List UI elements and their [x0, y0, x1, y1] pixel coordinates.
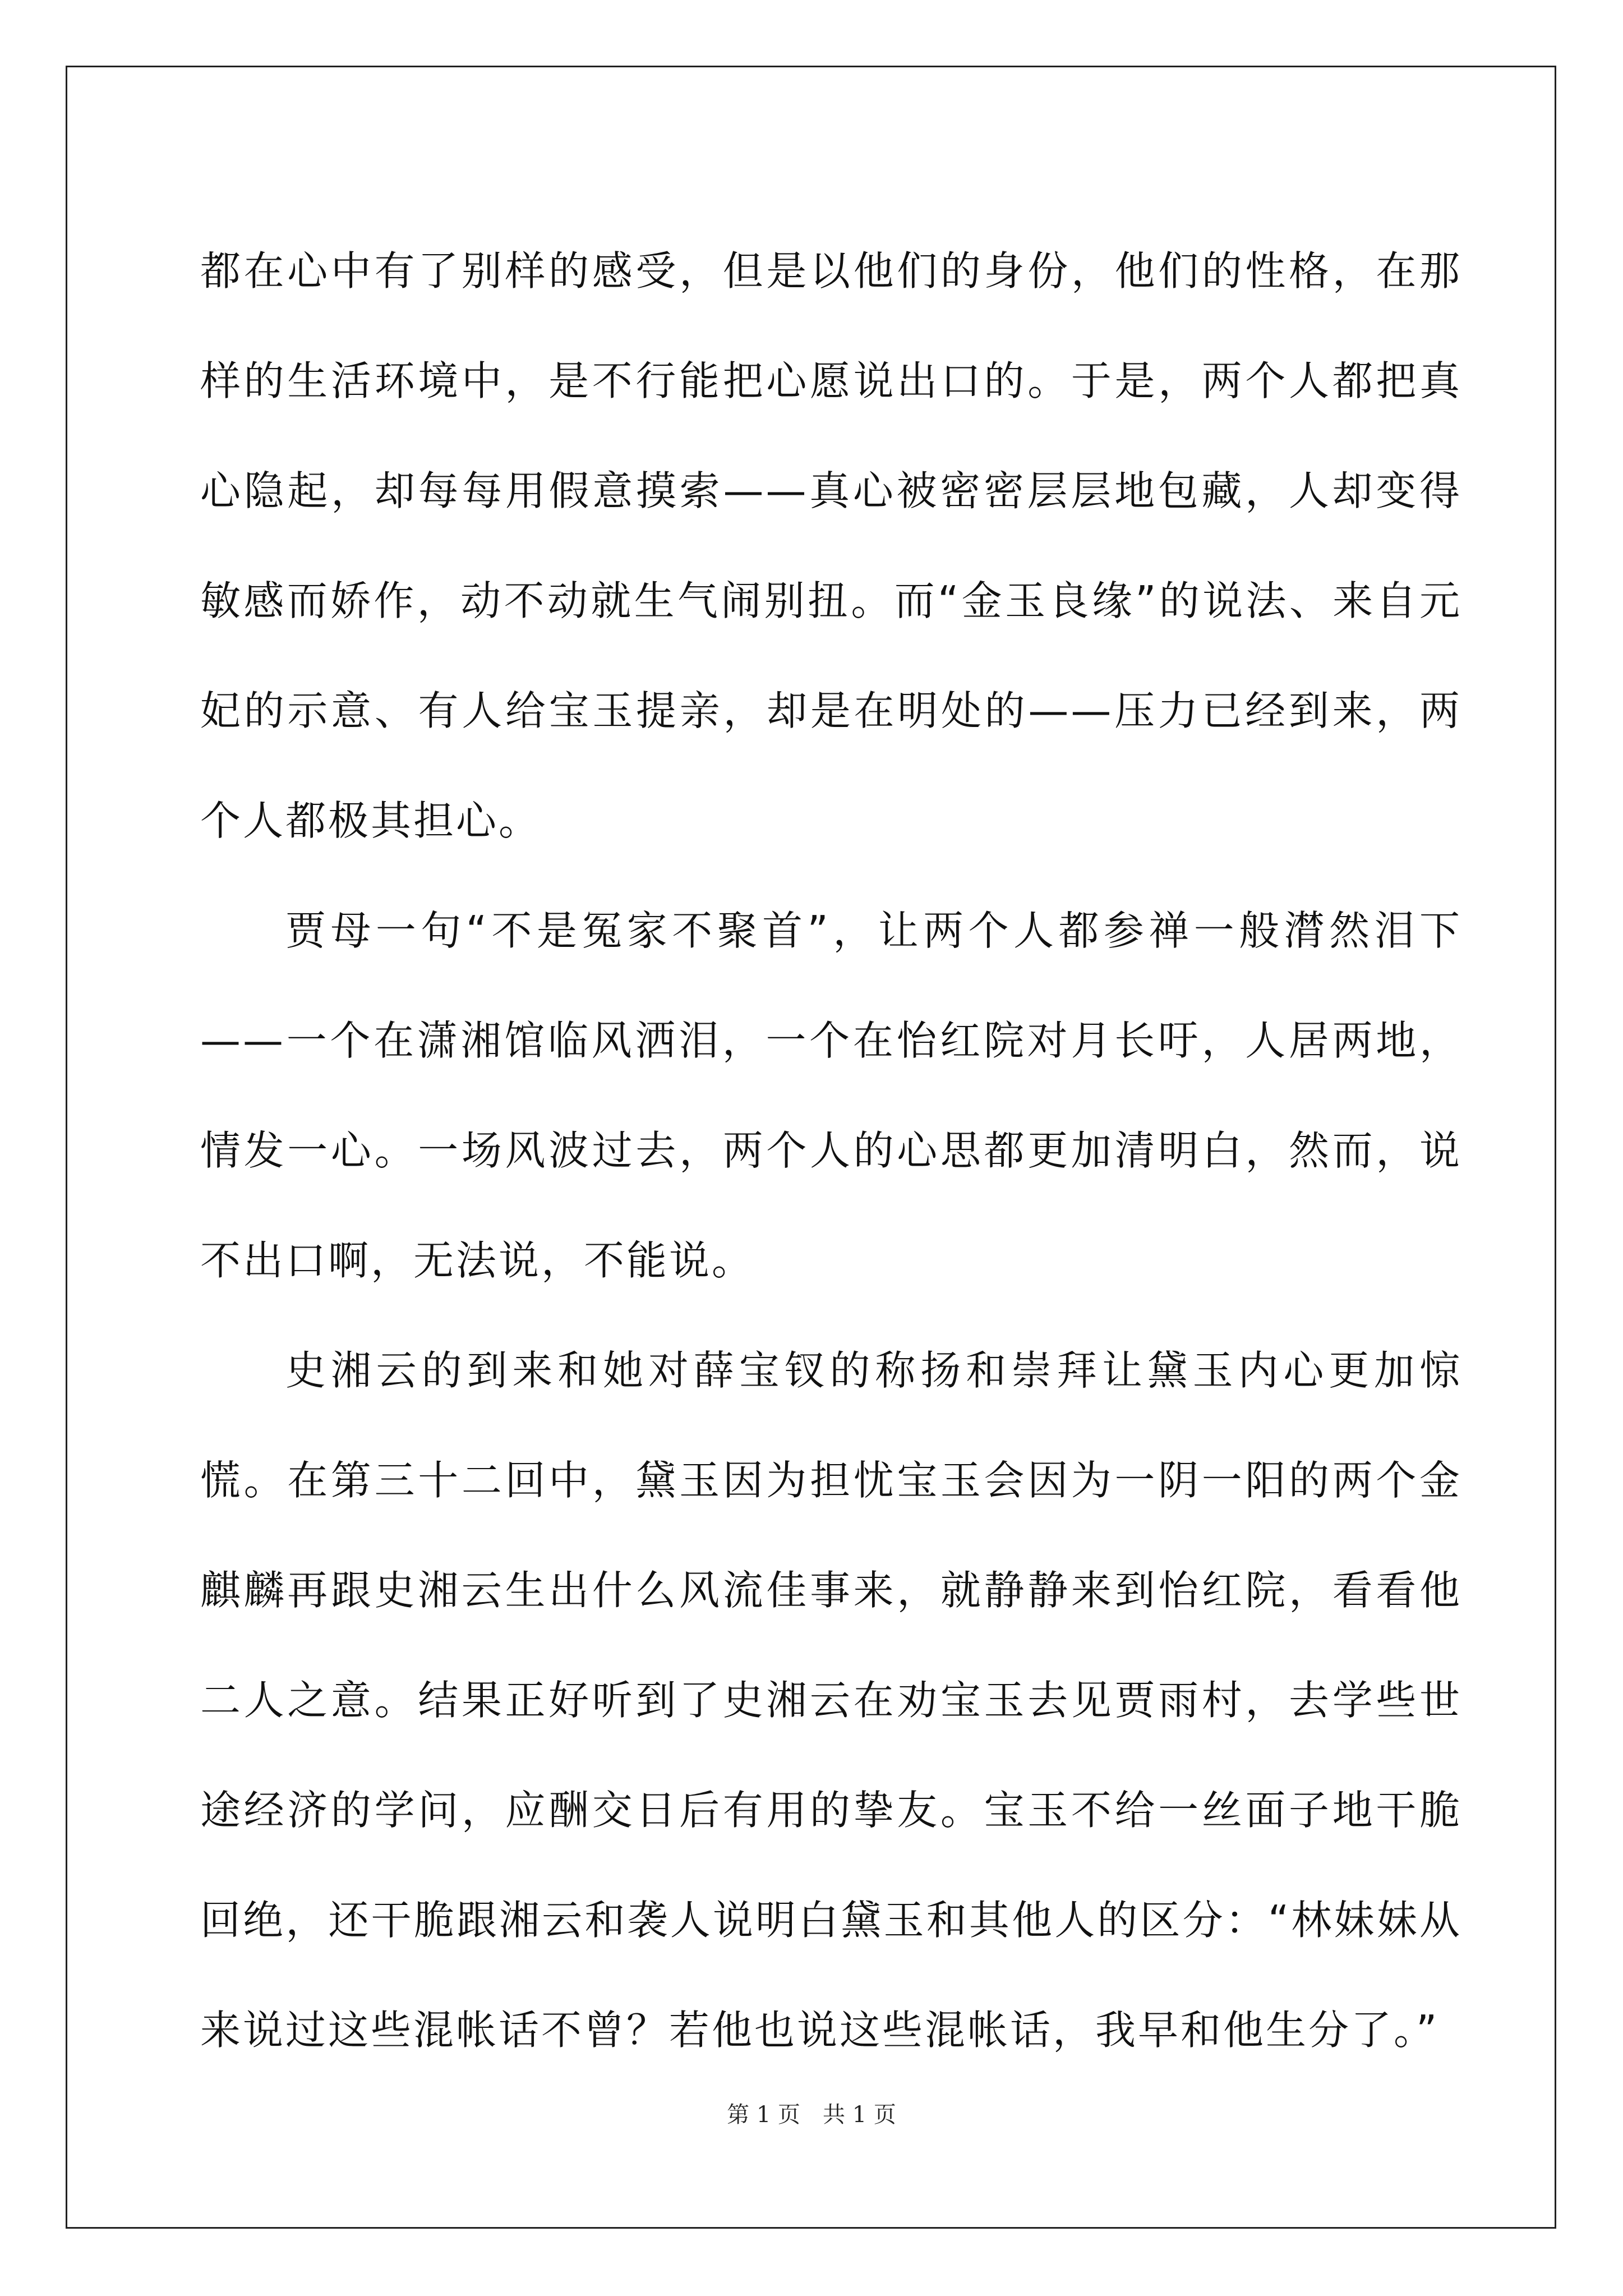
document-body: [200, 216, 1462, 2085]
page-number-footer: 第 1 页 共 1 页: [727, 2102, 896, 2128]
paragraph-1: 都在心中有了别样的感受，但是以他们的身份，他们的性格，在那样的生活环境中，是不行能把心愿说出口的。于是，两个人都把真心隐起，却每每用假意摸索——真心被密密层层地包藏，人却变得敏感而娇作，动不动就生气闹别扭。而“金玉良缘”的说法、来自元妃的示意、有人给宝玉提亲，却是在明处的——压力已经到来，两个人都极其担心。: [200, 247, 1462, 844]
paragraph-2: 贾母一句“不是冤家不聚首”，让两个人都参禅一般潸然泪下——一个在潇湘馆临风洒泪，一个在怡红院对月长吁，人居两地，情发一心。一场风波过去，两个人的心思都更加清明白，然而，说不出口啊，无法说，不能说。: [200, 907, 1462, 1284]
paragraph-3: 史湘云的到来和她对薛宝钗的称扬和崇拜让黛玉内心更加惊慌。在第三十二回中，黛玉因为担忧宝玉会因为一阴一阳的两个金麒麟再跟史湘云生出什么风流佳事来，就静静来到怡红院，看看他二人之意。结果正好听到了史湘云在劝宝玉去见贾雨村，去学些世途经济的学问，应酬交日后有用的挚友。宝玉不给一丝面子地干脆回绝，还干脆跟湘云和袭人说明白黛玉和其他人的区分：“林妹妹从来说过这些混帐话不曾？若他也说这些混帐话，我早和他生分了。”: [200, 1347, 1462, 2054]
